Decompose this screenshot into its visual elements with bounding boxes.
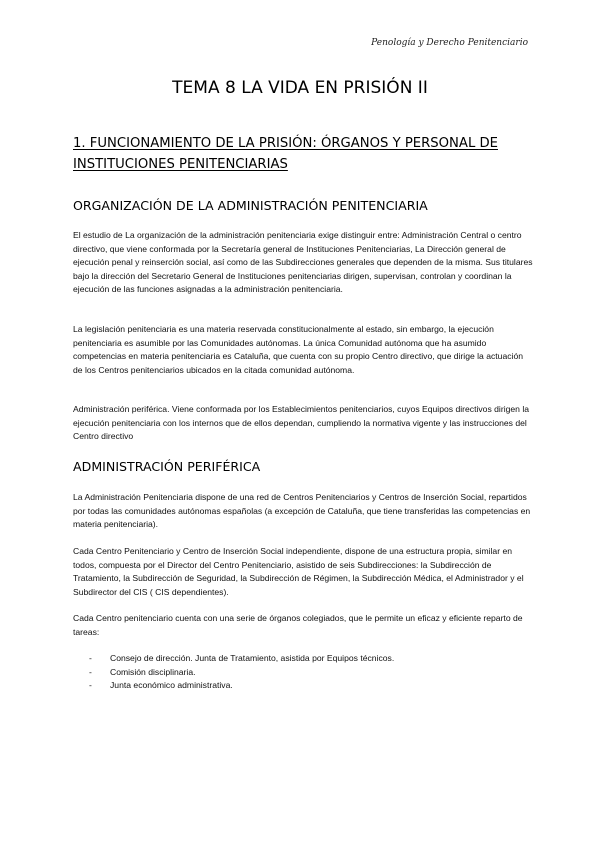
running-header: Penología y Derecho Penitenciario (371, 38, 528, 48)
org-paragraph-2: La legislación penitenciaria es una materia reservada constitucionalmente al estado, sin embargo, la ejecución penitenciaria es asumible por las Comunidades autónomas. La única Comunidad autónoma que ha asumido competencias en materia penitenciaria es Cataluña, que cuenta con su propio Centro directivo, que dirige la actuación de los Centros penitenciarios ubicados en la citada comunidad autónoma. (73, 324, 524, 375)
org-heading: ORGANIZACIÓN DE LA ADMINISTRACIÓN PENITENCIARIA (73, 198, 428, 213)
bullet-dash: - (89, 666, 92, 677)
periferica-heading: ADMINISTRACIÓN PERIFÉRICA (73, 459, 261, 474)
list-item (89, 652, 529, 666)
list-item-text: Junta económico administrativa. (110, 680, 233, 691)
bullet-dash: - (89, 653, 92, 663)
bullet-dash: - (89, 680, 92, 691)
org-paragraph-1: El estudio de La organización de la administración penitenciaria exige distinguir entre: Administración Central o centro directivo, que viene conformada por la Secretaría general de Instituciones Penitenciarias, La Dirección general de ejecución penal y reinserción social, así como de las Subdirecciones generales que dependen de la misma. Sus titulares bajo la dirección del Secretario General de Instituciones penitenciarias dirigen, supervisan, controlan y coordinan la ejecución de las funciones asignadas a la administración penitenciaria. (73, 230, 533, 295)
list-item-text: Consejo de dirección. Junta de Tratamiento, asistida por Equipos técnicos. (110, 653, 395, 663)
section-heading: 1. FUNCIONAMIENTO DE LA PRISIÓN: ÓRGANOS Y PERSONAL DE INSTITUCIONES PENITENCIARIAS (73, 136, 498, 172)
periferica-paragraph-2: Cada Centro Penitenciario y Centro de Inserción Social independiente, dispone de una estructura propia, similar en todos, compuesta por el Director del Centro Penitenciario, asistido de seis Subdirecciones: la Subdirección de Tratamiento, la Subdirección de Seguridad, la Subdirección de Régimen, la Subdirección Médica, el Administrador y el Subdirector del CIS ( CIS dependientes). (73, 546, 524, 597)
organs-list (89, 652, 529, 693)
periferica-paragraph-3: Cada Centro penitenciario cuenta con una serie de órganos colegiados, que le permite un eficaz y eficiente reparto de tareas: (73, 613, 523, 637)
org-paragraph-3: Administración periférica. Viene conformada por los Establecimientos penitenciarios, cuyos Equipos directivos dirigen la ejecución penitenciaria con los internos que de ellos dependan, cumpliendo la normativa vigente y las instrucciones del Centro directivo (73, 404, 530, 442)
periferica-paragraph-1: La Administración Penitenciaria dispone de una red de Centros Penitenciarios y Centros de Inserción Social, repartidos por todas las comunidades autónomas españolas (a excepción de Cataluña, que tiene transferidas las competencias en materia penitenciaria). (73, 492, 531, 530)
document-title: TEMA 8 LA VIDA EN PRISIÓN II (172, 78, 428, 98)
list-item (89, 666, 529, 680)
list-item (89, 679, 529, 693)
list-item-text: Comisión disciplinaria. (110, 666, 196, 677)
